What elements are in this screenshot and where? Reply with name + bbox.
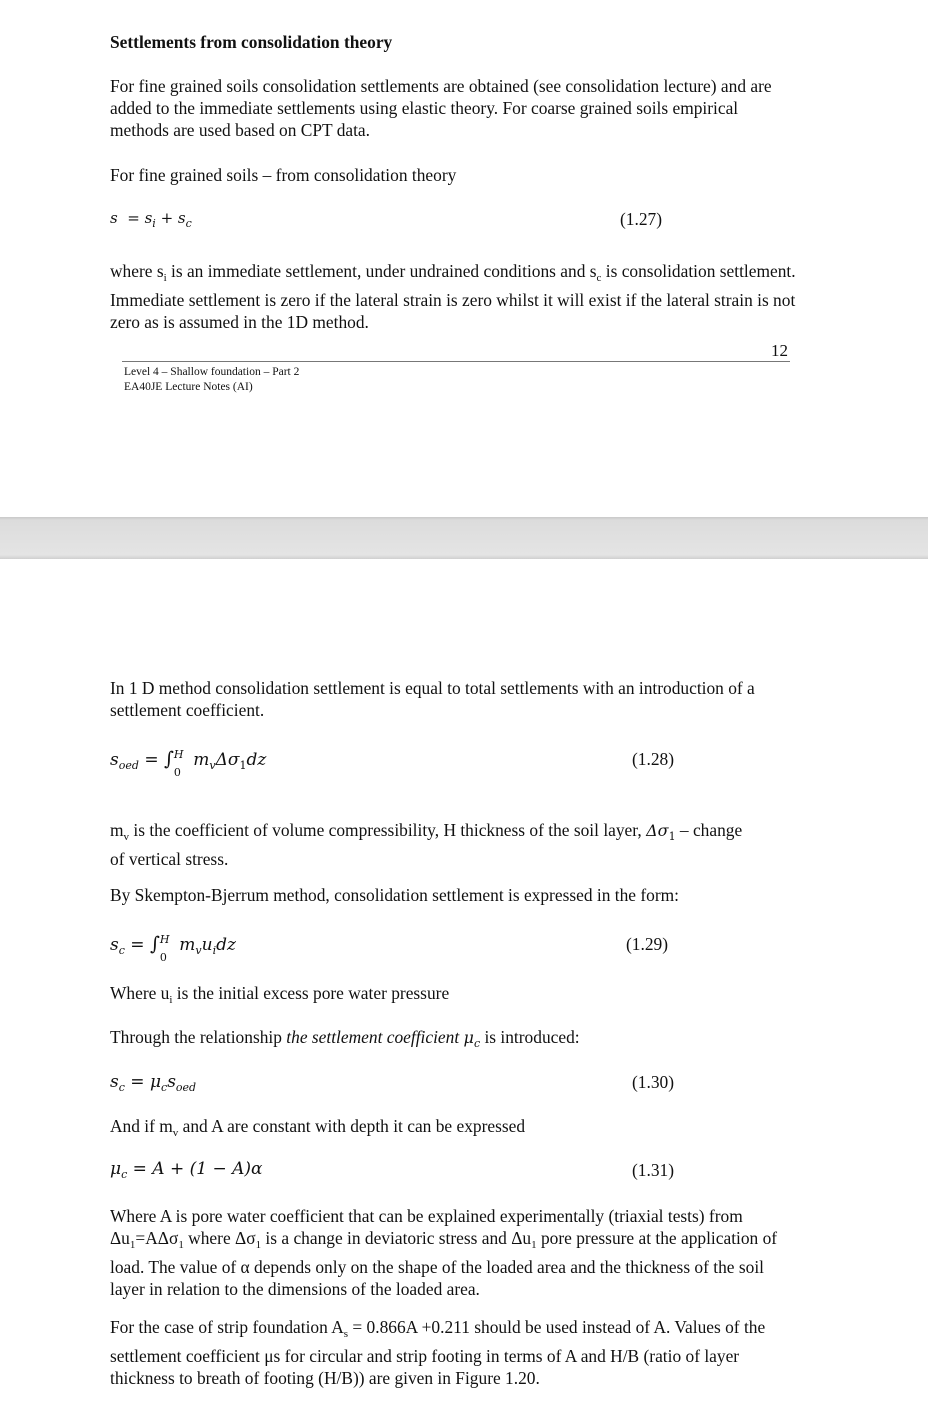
paragraph-strip-foundation: For the case of strip foundation $A_s = 0.866A +0.211$ should be used instead of A. Values of the settlement coefficient μs for circular and strip footing in terms of A and H/B (ratio of layer thickness to breath of footing (H/B)) are given in Figure 1.20. (110, 1317, 766, 1388)
equation-number-1-31: (1.31) (632, 1160, 675, 1180)
equation-number-1-29: (1.29) (626, 934, 669, 954)
equation-number-1-28: (1.28) (632, 749, 675, 769)
paragraph-constant-depth: And if $m_v$ and A are constant with depth it can be expressed (110, 1116, 526, 1139)
document-page-1 (0, 0, 928, 517)
paragraph-pore-pressure: Where $u_i$ is the initial excess pore water pressure (110, 983, 450, 1006)
equation-number-1-27: (1.27) (620, 209, 663, 229)
paragraph-intro: For fine grained soils consolidation settlements are obtained (see consolidation lecture) and are added to the immediate settlements using elastic theory. For coarse grained soils empirical methods are used based on CPT data. (110, 76, 772, 140)
paragraph-1d-method: In 1 D method consolidation settlement is equal to total settlements with an introduction of a settlement coefficient. (110, 678, 755, 720)
page-number: 12 (771, 341, 788, 360)
equation-1-28: $s_{oed}$ = ∫ H 0 $m_v\Delta\sigma_1dz$ (110, 748, 267, 779)
footer-course-code: EA40JE Lecture Notes (AI) (124, 381, 253, 393)
paragraph-fine-grained: For fine grained soils – from consolidation theory (110, 165, 457, 185)
paragraph-settlement-coefficient: Through the relationship the settlement coefficient $\mu_c$ is introduced: (110, 1027, 580, 1050)
equation-1-31: $\mu_c = A + (1 - A)\alpha$ (110, 1159, 263, 1181)
paragraph-skempton-bjerrum: By Skempton-Bjerrum method, consolidation settlement is expressed in the form: (110, 885, 679, 905)
paragraph-immediate-settlement: where $s_i$ is an immediate settlement, under undrained conditions and $s_c$ is consolidation settlement. Immediate settlement is zero if the lateral strain is zero whilst it will exist if the lateral strain is not zero as is assumed in the 1D method. (110, 261, 796, 332)
footer-course-level: Level 4 – Shallow foundation – Part 2 (124, 366, 300, 378)
equation-1-27: $s = s_i + s_c$ (110, 209, 192, 230)
equation-1-29: $s_c$ = ∫ H 0 $m_vu_idz$ (110, 933, 236, 964)
paragraph-pore-water-coefficient: Where A is pore water coefficient that can be explained experimentally (triaxial tests) from $\Delta u_1=A\Delta\sigma_1$ where $\Delta\sigma_1$ is a change in deviatoric stress and $\Delta u_1$ pore pressure at the application of load. The value of α depends only on the shape of the loaded area and the thickness of the soil layer in relation to the dimensions of the loaded area. (110, 1206, 778, 1299)
paragraph-mv-definition: $m_v$ is the coefficient of volume compressibility, H thickness of the soil layer, $\Delta\sigma_1$ – change of vertical stress. (110, 820, 743, 869)
section-heading: Settlements from consolidation theory (110, 32, 393, 52)
page-separator (0, 517, 928, 559)
equation-1-30: $s_c = \mu_cs_{oed}$ (110, 1072, 197, 1094)
footer-divider (122, 361, 790, 362)
equation-number-1-30: (1.30) (632, 1072, 675, 1092)
